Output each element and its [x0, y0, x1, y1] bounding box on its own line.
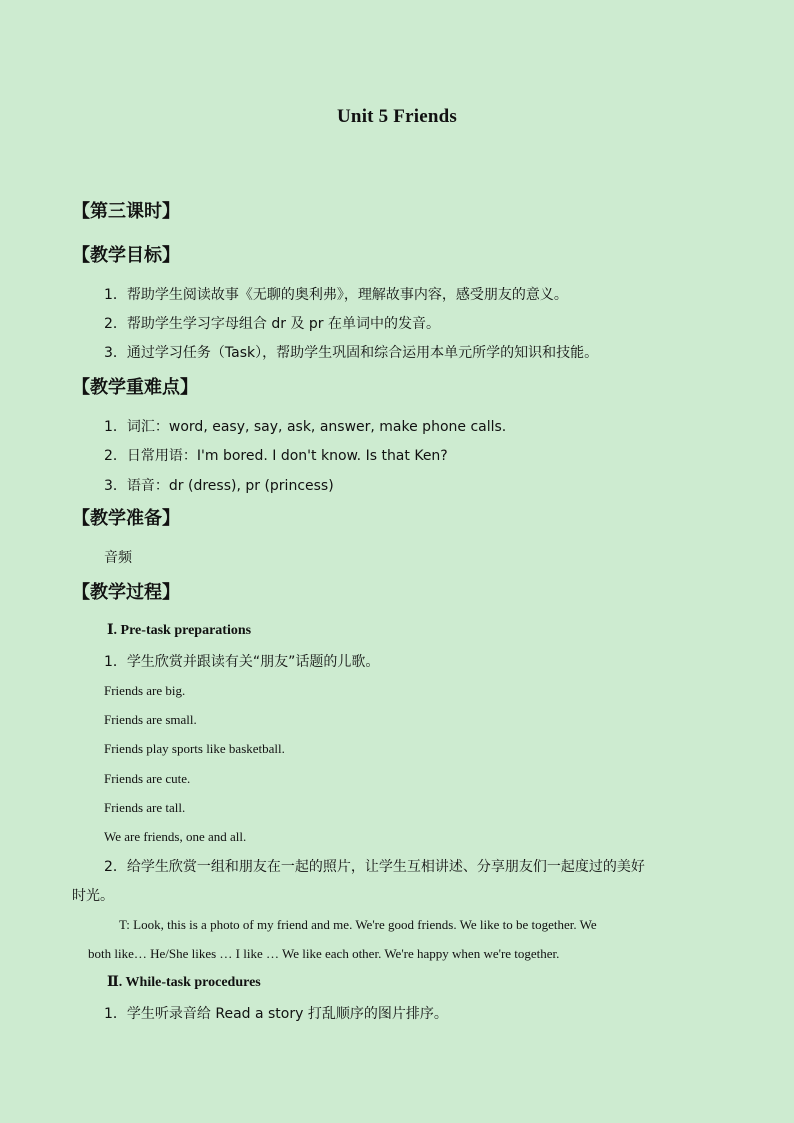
process-heading: 【教学过程】: [72, 582, 180, 603]
goal-item: 2．帮助学生学习字母组合 dr 及 pr 在单词中的发音。: [104, 316, 440, 332]
goals-heading: 【教学目标】: [72, 245, 180, 266]
song-line: Friends are big.: [104, 683, 186, 698]
teacher-script-line: T: Look, this is a photo of my friend and me. We're good friends. We like to be together. We: [119, 917, 597, 932]
teacher-script-line: both like… He/She likes … I like … We like each other. We're happy when we're together.: [88, 946, 560, 961]
step-item: 1．学生听录音给 Read a story 打乱顺序的图片排序。: [104, 1006, 448, 1022]
step-item: 2．给学生欣赏一组和朋友在一起的照片，让学生互相讲述、分享朋友们一起度过的美好: [104, 859, 645, 875]
section-heading-while-task: Ⅱ. While-task procedures: [107, 975, 261, 990]
step-item-continued: 时光。: [72, 888, 114, 904]
key-point-item: 2．日常用语：I'm bored. I don't know. Is that Ken?: [104, 448, 448, 464]
step-item: 1．学生欣赏并跟读有关“朋友”话题的儿歌。: [104, 654, 380, 670]
key-points-heading: 【教学重难点】: [72, 377, 198, 398]
song-line: Friends play sports like basketball.: [104, 741, 285, 756]
page-title: Unit 5 Friends: [337, 106, 457, 127]
song-line: We are friends, one and all.: [104, 829, 247, 844]
prep-item: 音频: [104, 550, 132, 566]
song-line: Friends are tall.: [104, 800, 186, 815]
section-heading-pre-task: Ⅰ. Pre-task preparations: [107, 623, 252, 638]
lesson-heading: 【第三课时】: [72, 201, 180, 222]
key-point-item: 3．语音：dr (dress), pr (princess): [104, 478, 334, 494]
key-point-item: 1．词汇：word, easy, say, ask, answer, make phone calls.: [104, 419, 507, 435]
song-line: Friends are cute.: [104, 771, 191, 786]
song-line: Friends are small.: [104, 712, 197, 727]
prep-heading: 【教学准备】: [72, 508, 180, 529]
goal-item: 1．帮助学生阅读故事《无聊的奥利弗》，理解故事内容，感受朋友的意义。: [104, 287, 568, 303]
goal-item: 3．通过学习任务（Task），帮助学生巩固和综合运用本单元所学的知识和技能。: [104, 345, 599, 361]
